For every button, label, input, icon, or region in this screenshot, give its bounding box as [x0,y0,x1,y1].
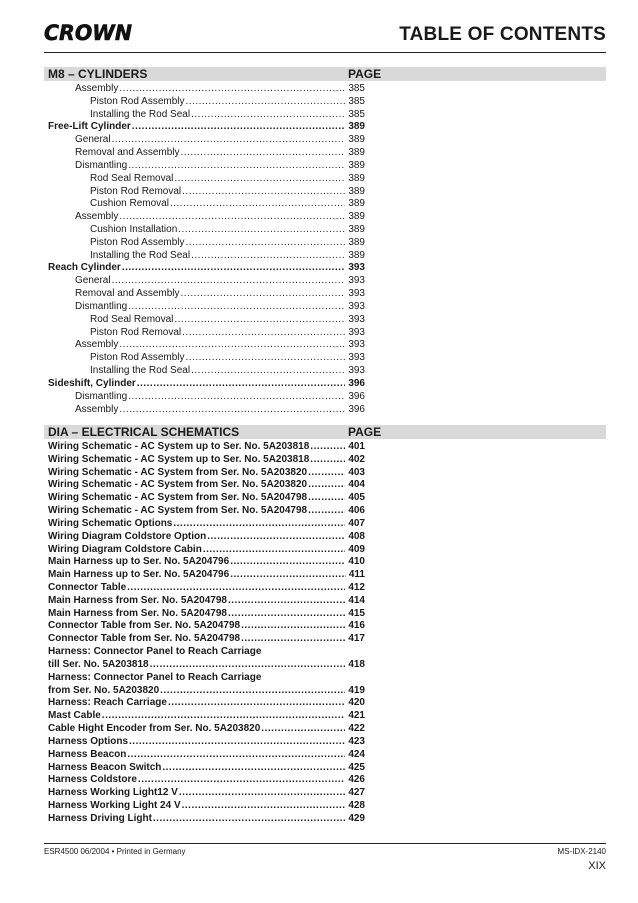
dot-leader [182,185,345,198]
toc-entry-page: 402 [348,453,365,465]
dot-leader [112,274,346,287]
toc-entry-title: Harness: Connector Panel to Reach Carriage [48,671,262,683]
toc-entry-page: 420 [348,697,365,709]
toc-entry-title: Main Harness up to Ser. No. 5A204796 [48,556,230,568]
toc-entry [48,530,365,543]
dot-leader [241,632,345,645]
toc-entry-page: 415 [348,607,365,619]
dot-leader [119,82,345,95]
toc-entry-page: 393 [348,352,365,364]
toc-entry [75,338,365,351]
toc-entry-title: Harness Working Light 24 V [48,799,181,811]
svg-text:CROWN: CROWN [44,21,133,45]
toc-entry-page: 422 [348,723,365,735]
toc-entry-title: Rod Seal Removal [90,172,174,184]
dot-leader [137,377,346,390]
toc-entry [48,735,365,748]
toc-entry-page: 393 [348,262,365,274]
toc-entry-title: Wiring Schematic - AC System up to Ser. No. 5A203818 [48,441,310,452]
dot-leader [128,390,345,403]
page-number: XIX [588,860,606,872]
toc-entry-title: Assembly [75,83,119,94]
toc-entry [48,581,365,594]
toc-entry [90,108,365,121]
section-page-label: PAGE [348,67,382,81]
dot-leader [228,594,345,607]
toc-entry [48,504,365,517]
toc-entry [48,440,365,453]
toc-entry [48,517,365,530]
dot-leader [162,761,345,774]
toc-entry-page: 396 [348,377,365,389]
section-header-electrical [44,425,606,439]
toc-entry-page: 389 [348,198,365,210]
toc-entry-page: 393 [348,365,365,377]
toc-entry-page: 407 [348,517,365,529]
dot-leader [191,364,345,377]
toc-entry-page: 393 [348,300,365,312]
toc-entry-title: Wiring Schematic Options [48,517,173,529]
toc-entry-page: 389 [348,134,365,146]
dot-leader [191,249,345,262]
toc-entry-page: 389 [348,121,365,133]
toc-entry-page: 412 [348,582,365,594]
toc-entry-page: 419 [348,684,365,696]
toc-entry-page: 408 [348,530,365,542]
toc-entry-page: 405 [348,492,365,504]
toc-entry [90,313,365,326]
toc-entry-title: Dismantling [75,159,128,171]
toc-entry-title: Harness: Reach Carriage [48,697,167,709]
toc-entry-title: Installing the Rod Seal [90,365,191,377]
toc-entry-title: Harness Beacon Switch [48,761,162,773]
toc-entry-page: 393 [348,313,365,325]
toc-entry-page: 429 [348,812,365,824]
toc-entry-title: Main Harness from Ser. No. 5A204798 [48,594,227,606]
toc-entry-page: 396 [348,390,365,402]
toc-entry-title: Piston Rod Removal [90,326,182,338]
toc-entry-title: Main Harness up to Ser. No. 5A204796 [48,569,230,581]
toc-entry-title: Wiring Schematic - AC System up to Ser. No. 5A203818 [48,453,310,465]
dot-leader [310,440,345,453]
dot-leader [308,504,345,517]
toc-entry-title: Connector Table [48,582,127,594]
toc-entry-page: 389 [348,185,365,197]
toc-entry-title: Mast Cable [48,710,101,722]
page-title: TABLE OF CONTENTS [399,24,606,45]
toc-entry [48,453,365,466]
dot-leader [170,197,345,210]
toc-entry [48,709,365,722]
toc-entry-title: Piston Rod Assembly [90,352,185,364]
section-title: M8 – CYLINDERS [48,67,148,81]
toc-entry-page: 427 [348,787,365,799]
toc-entry-title: Harness Coldstore [48,774,137,786]
toc-entry [75,133,365,146]
toc-entry [48,645,365,658]
toc-entry-page: 389 [348,249,365,261]
dot-leader [181,287,346,300]
toc-entry-page: 389 [348,236,365,248]
toc-entry-title: Assembly [75,339,119,351]
toc-entry-page: 389 [348,224,365,236]
toc-entry [48,555,365,568]
toc-entry [75,403,365,416]
toc-entry-title: Harness Beacon [48,748,127,760]
toc-entry [48,377,365,390]
toc-entry-title: till Ser. No. 5A203818 [48,658,149,670]
dot-leader [160,684,345,697]
toc-entry [48,632,365,645]
toc-entry-title: Installing the Rod Seal [90,249,191,261]
toc-entry [90,351,365,364]
toc-entry-title: Installing the Rod Seal [90,108,191,120]
dot-leader [207,530,345,543]
toc-entry [75,274,365,287]
toc-entry-title: Assembly [75,211,119,223]
dot-leader [186,95,346,108]
dot-leader [174,172,345,185]
toc-entry-page: 409 [348,543,365,555]
toc-entry-page: 389 [348,159,365,171]
dot-leader [308,491,345,504]
toc-entry-page: 389 [348,172,365,184]
toc-entry-title: Free-Lift Cylinder [48,121,131,133]
dot-leader [186,236,346,249]
toc-entry [48,491,365,504]
toc-entry [48,722,365,735]
toc-entry [75,82,365,95]
toc-entry-page: 411 [348,569,365,581]
dot-leader [102,709,346,722]
toc-entry [48,812,365,825]
toc-entry-title: Wiring Schematic - AC System from Ser. No. 5A204798 [48,492,308,504]
toc-entry-title: Dismantling [75,390,128,402]
toc-entry-page: 393 [348,339,365,351]
toc-entry-title: Piston Rod Assembly [90,236,185,248]
toc-entry [48,799,365,812]
toc-entry [90,197,365,210]
toc-entry [48,607,365,620]
toc-entry-title: Cushion Installation [90,224,178,236]
toc-entry-title: Piston Rod Removal [90,185,182,197]
toc-entry-title: Connector Table from Ser. No. 5A204798 [48,633,241,645]
toc-entry-page: 401 [348,441,365,452]
toc-entry-page: 385 [348,108,365,120]
dot-leader [261,722,345,735]
toc-entry [75,300,365,313]
dot-leader [173,517,345,530]
dot-leader [168,696,345,709]
toc-entry-page: 424 [348,748,365,760]
toc-entry-title: Main Harness from Ser. No. 5A204798 [48,607,227,619]
toc-entry-title: Harness: Connector Panel to Reach Carriage [48,646,262,658]
toc-entry [48,684,365,697]
header-rule [44,52,606,53]
dot-leader [129,735,345,748]
toc-entry-page: 385 [348,83,365,94]
toc-entry [48,261,365,274]
toc-entry-title: Wiring Schematic - AC System from Ser. No. 5A204798 [48,505,308,517]
dot-leader [182,799,346,812]
toc-entry-title: Removal and Assembly [75,288,180,300]
toc-entry-page: 406 [348,505,365,517]
toc-entry [48,696,365,709]
footer-doc-number: MS-IDX-2140 [557,847,606,856]
toc-entry [90,249,365,262]
section-title: DIA – ELECTRICAL SCHEMATICS [48,425,240,439]
dot-leader [228,607,345,620]
dot-leader [119,210,345,223]
toc-entry-title: Cushion Removal [90,198,169,210]
toc-entry-page: 416 [348,620,365,632]
section-page-label: PAGE [348,425,382,439]
dot-leader [178,223,345,236]
toc-entry-page: 403 [348,466,365,478]
toc-entry-page: 389 [348,147,365,159]
dot-leader [310,453,345,466]
toc-entry-page: 418 [348,658,365,670]
dot-leader [241,619,345,632]
toc-entry-title: Wiring Schematic - AC System from Ser. No. 5A203820 [48,479,308,491]
dot-leader [191,108,345,121]
toc-entry-title: Wiring Diagram Coldstore Option [48,530,207,542]
footer-rule [44,843,606,844]
dot-leader [119,403,345,416]
toc-entry [75,159,365,172]
dot-leader [122,261,346,274]
toc-entry [48,594,365,607]
toc-entry-page: 423 [348,735,365,747]
dot-leader [132,120,346,133]
dot-leader [128,159,345,172]
toc-entry-title: Rod Seal Removal [90,313,174,325]
crown-logo [44,18,134,46]
toc-entry-title: Piston Rod Assembly [90,95,185,107]
toc-entry-page: 421 [348,710,365,722]
toc-entry-page: 393 [348,275,365,287]
dot-leader [186,351,346,364]
dot-leader [203,543,345,556]
toc-entry-title: Harness Options [48,735,129,747]
toc-entry [48,478,365,491]
dot-leader [308,478,345,491]
dot-leader [153,812,345,825]
toc-entry-title: Reach Cylinder [48,262,121,274]
toc-entry [90,326,365,339]
toc-entry-page: 393 [348,326,365,338]
toc-entry [75,210,365,223]
toc-entry [48,748,365,761]
toc-entry-page: 426 [348,774,365,786]
toc-entry [90,364,365,377]
dot-leader [174,313,345,326]
dot-leader [127,581,345,594]
toc-entry [48,466,365,479]
section-header-cylinders [44,67,606,81]
toc-entry-page: 396 [348,403,365,415]
dot-leader [182,326,345,339]
toc-entry-page: 428 [348,799,365,811]
toc-entry [75,287,365,300]
toc-entry [90,223,365,236]
toc-entry-page: 393 [348,288,365,300]
dot-leader [181,146,346,159]
dot-leader [179,786,345,799]
dot-leader [308,466,345,479]
dot-leader [150,658,346,671]
toc-entry-page: 385 [348,95,365,107]
toc-entry [90,236,365,249]
toc-entry [48,773,365,786]
dot-leader [128,300,345,313]
toc-entry-page: 389 [348,211,365,223]
toc-entry-page: 404 [348,479,365,491]
toc-entry [48,786,365,799]
dot-leader [230,568,346,581]
toc-entry-title: General [75,275,111,287]
toc-entry-page: 425 [348,761,365,773]
toc-entry-title: General [75,134,111,146]
dot-leader [112,133,346,146]
toc-entry [48,619,365,632]
toc-entry-title: Connector Table from Ser. No. 5A204798 [48,620,241,632]
toc-entry-page: 410 [348,556,365,568]
toc-entry-title: from Ser. No. 5A203820 [48,684,160,696]
toc-entry-title: Cable Hight Encoder from Ser. No. 5A203820 [48,723,261,735]
dot-leader [230,555,345,568]
toc-entry-page: 414 [348,594,365,606]
toc-entry-title: Sideshift, Cylinder [48,377,136,389]
toc-entry-title: Harness Working Light12 V [48,787,178,799]
toc-entry-title: Wiring Diagram Coldstore Cabin [48,543,202,555]
toc-entry [48,761,365,774]
toc-entry [75,146,365,159]
dot-leader [119,338,345,351]
toc-entry [90,185,365,198]
toc-entry-page: 417 [348,633,365,645]
toc-entry [90,95,365,108]
toc-entry-title: Harness Driving Light [48,812,152,824]
toc-entry [75,390,365,403]
toc-entry-title: Wiring Schematic - AC System from Ser. No. 5A203820 [48,466,308,478]
footer-edition: ESR4500 06/2004 • Printed in Germany [44,847,186,856]
toc-entry [48,543,365,556]
toc-entry [48,120,365,133]
dot-leader [127,748,345,761]
toc-entry [48,568,365,581]
toc-entry [48,658,365,671]
toc-entry-title: Removal and Assembly [75,147,180,159]
toc-entry-title: Assembly [75,403,119,415]
toc-entry [48,671,365,684]
toc-entry [90,172,365,185]
dot-leader [138,773,345,786]
toc-entry-title: Dismantling [75,300,128,312]
